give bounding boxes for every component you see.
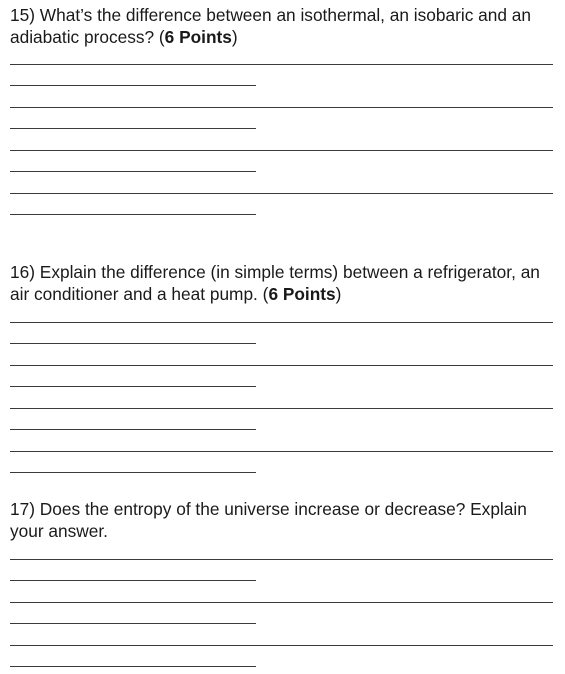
question-number: 16)	[10, 262, 35, 282]
question-prompt: Does the entropy of the universe increase or decrease? Explain your answer.	[10, 499, 532, 541]
answer-line[interactable]	[10, 322, 553, 323]
points-label: 6 Points	[268, 284, 336, 304]
question-17-text	[10, 498, 563, 542]
answer-line[interactable]	[10, 365, 553, 366]
question-prompt: Explain the difference (in simple terms) between a refrigerator, an air conditioner and a heat pump.	[10, 262, 545, 304]
question-prompt: What’s the difference between an isothermal, an isobaric and an adiabatic process?	[10, 5, 536, 47]
question-15-text: 15) What’s the difference between an isothermal, an isobaric and an adiabatic process? (6 Points)	[10, 5, 536, 47]
answer-line[interactable]	[10, 171, 256, 172]
answer-line[interactable]	[10, 429, 256, 430]
question-16-text: 16) Explain the difference (in simple terms) between a refrigerator, an air conditioner and a heat pump. (6 Points)	[10, 262, 545, 304]
answer-line[interactable]	[10, 602, 553, 603]
answer-line[interactable]	[10, 408, 553, 409]
answer-line[interactable]	[10, 451, 553, 452]
answer-line[interactable]	[10, 580, 256, 581]
answer-line[interactable]	[10, 645, 553, 646]
question-15	[10, 4, 563, 48]
answer-line[interactable]	[10, 666, 256, 667]
answer-line[interactable]	[10, 150, 553, 151]
answer-line[interactable]	[10, 472, 256, 473]
question-16	[10, 261, 563, 305]
answer-line[interactable]	[10, 85, 256, 86]
points-label: 6 Points	[164, 27, 232, 47]
question-17	[10, 498, 563, 542]
answer-line[interactable]	[10, 386, 256, 387]
answer-line[interactable]	[10, 128, 256, 129]
answer-line[interactable]	[10, 193, 553, 194]
answer-line[interactable]	[10, 559, 553, 560]
answer-line[interactable]	[10, 214, 256, 215]
question-number: 17)	[10, 499, 35, 519]
answer-line[interactable]	[10, 343, 256, 344]
answer-line[interactable]	[10, 623, 256, 624]
answer-line[interactable]	[10, 107, 553, 108]
answer-line[interactable]	[10, 64, 553, 65]
question-number: 15)	[10, 5, 35, 25]
